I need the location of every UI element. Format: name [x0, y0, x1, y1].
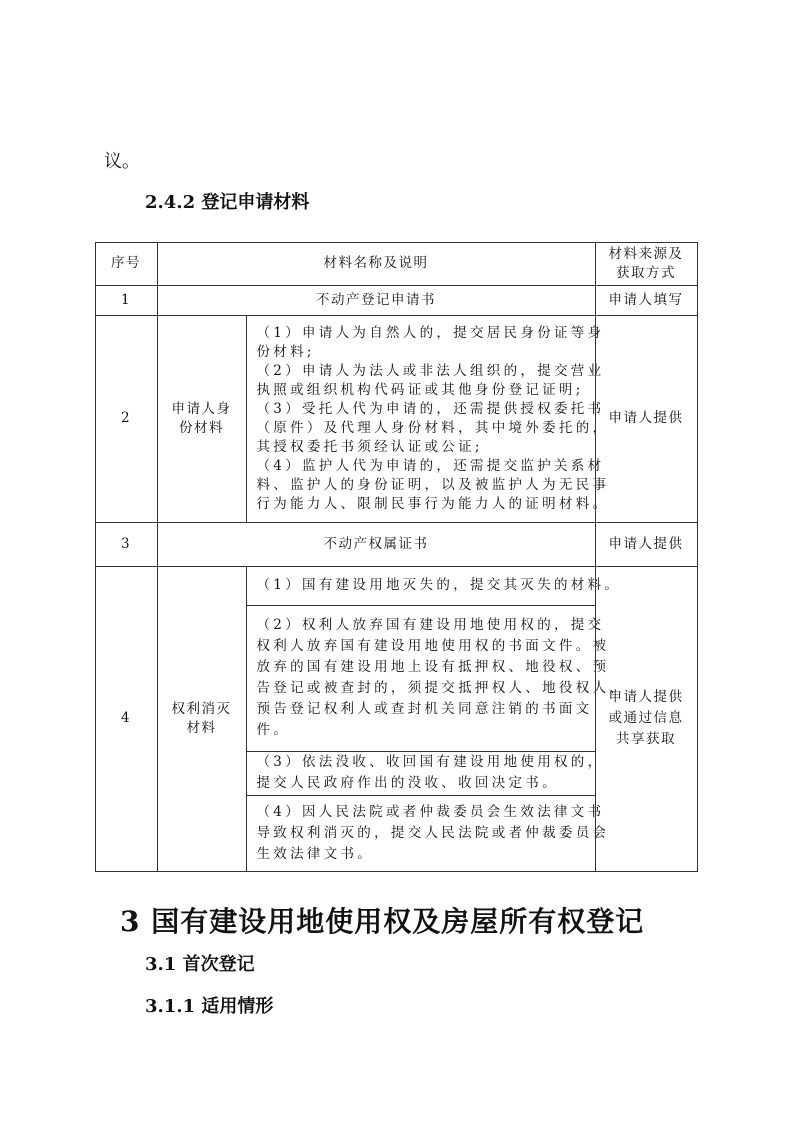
name-text: 不动产权属证书: [323, 535, 429, 552]
row4-item-3: [246, 751, 605, 796]
category-line: 申请人身: [171, 400, 232, 417]
description-line: （4）监护人代为申请的，还需提交监护关系材: [256, 457, 605, 474]
header-name-text: 材料名称及说明: [323, 255, 429, 271]
header-source-line: 材料来源及: [608, 245, 684, 262]
row3-seq: [95, 522, 158, 567]
item-line: 放弃的国有建设用地上设有抵押权、地役权、预: [256, 659, 610, 675]
category-line: 权利消灭: [171, 700, 232, 717]
row1-name: [157, 285, 596, 316]
materials-table: [95, 242, 698, 872]
header-source: [595, 242, 698, 286]
seq-text: 4: [120, 710, 132, 726]
description-line: 料、监护人的身份证明，以及被监护人为无民事: [256, 476, 610, 493]
item-line: 生效法律文书。: [256, 845, 375, 862]
category-line: 份材料: [179, 419, 224, 436]
row4-source: [595, 566, 698, 872]
row4-seq: [95, 566, 158, 872]
item-line: 提交人民政府作出的没收、收回决定书。: [256, 775, 559, 791]
row2-seq: [95, 315, 158, 523]
description-line: （1）申请人为自然人的，提交居民身份证等身: [256, 324, 605, 341]
description-line: 行为能力人、限制民事行为能力人的证明材料。: [256, 495, 610, 512]
section-heading-3-1: 3.1 首次登记: [145, 954, 255, 975]
row1-source: [595, 285, 698, 316]
source-line: 申请人提供: [608, 689, 684, 705]
name-text: 不动产登记申请书: [316, 291, 436, 308]
category-line: 材料: [186, 719, 217, 736]
section-heading-2-4-2: 2.4.2 登记申请材料: [145, 192, 310, 213]
row1-seq: [95, 285, 158, 316]
paragraph-tail: 议。: [104, 151, 140, 172]
item-line: 权利人放弃国有建设用地使用权的书面文件。被: [256, 638, 610, 654]
item-line: （3）依法没收、收回国有建设用地使用权的，: [256, 754, 605, 770]
row4-item-4: [246, 795, 610, 872]
item-line: （2）权利人放弃国有建设用地使用权的，提交: [256, 617, 605, 633]
section-heading-3-1-1: 3.1.1 适用情形: [145, 996, 274, 1017]
header-seq: [95, 242, 158, 286]
chapter-heading-3: 3 国有建设用地使用权及房屋所有权登记: [120, 905, 645, 938]
header-source-line: 获取方式: [616, 264, 676, 281]
item-line: 告登记或被查封的，须提交抵押权人、地役权人、: [256, 680, 627, 696]
seq-text: 3: [120, 535, 132, 552]
seq-text: 1: [120, 291, 132, 308]
item-line: （1）国有建设用地灭失的，提交其灭失的材料。: [256, 577, 622, 593]
item-line: 预告登记权利人或查封机关同意注销的书面文: [256, 701, 593, 717]
item-line: 件。: [256, 722, 291, 738]
row4-item-1: [246, 566, 622, 606]
row3-name: [157, 522, 596, 567]
row4-category: [157, 566, 247, 872]
source-text: 申请人提供: [608, 535, 684, 552]
source-line: 共享获取: [616, 731, 676, 747]
row4-item-2: [246, 605, 627, 752]
row2-source: [595, 315, 698, 523]
header-name: [157, 242, 596, 286]
source-text: 申请人填写: [608, 291, 684, 308]
row2-description: [246, 315, 610, 523]
description-line: 其授权委托书须经认证或公证;: [256, 438, 483, 455]
header-seq-text: 序号: [111, 255, 141, 271]
item-line: 导致权利消灭的，提交人民法院或者仲裁委员会: [256, 824, 610, 841]
description-line: 执照或组织机构代码证或其他身份登记证明;: [256, 381, 584, 398]
description-line: （原件）及代理人身份材料，其中境外委托的，: [256, 419, 610, 436]
source-text: 申请人提供: [608, 410, 684, 426]
description-line: （2）申请人为法人或非法人组织的，提交营业: [256, 362, 605, 379]
seq-text: 2: [120, 410, 132, 426]
row2-category: [157, 315, 247, 523]
description-line: 份材料;: [256, 343, 315, 360]
description-line: （3）受托人代为申请的，还需提供授权委托书: [256, 400, 605, 417]
item-line: （4）因人民法院或者仲裁委员会生效法律文书: [256, 803, 605, 820]
source-line: 或通过信息: [608, 710, 684, 726]
row3-source: [595, 522, 698, 567]
